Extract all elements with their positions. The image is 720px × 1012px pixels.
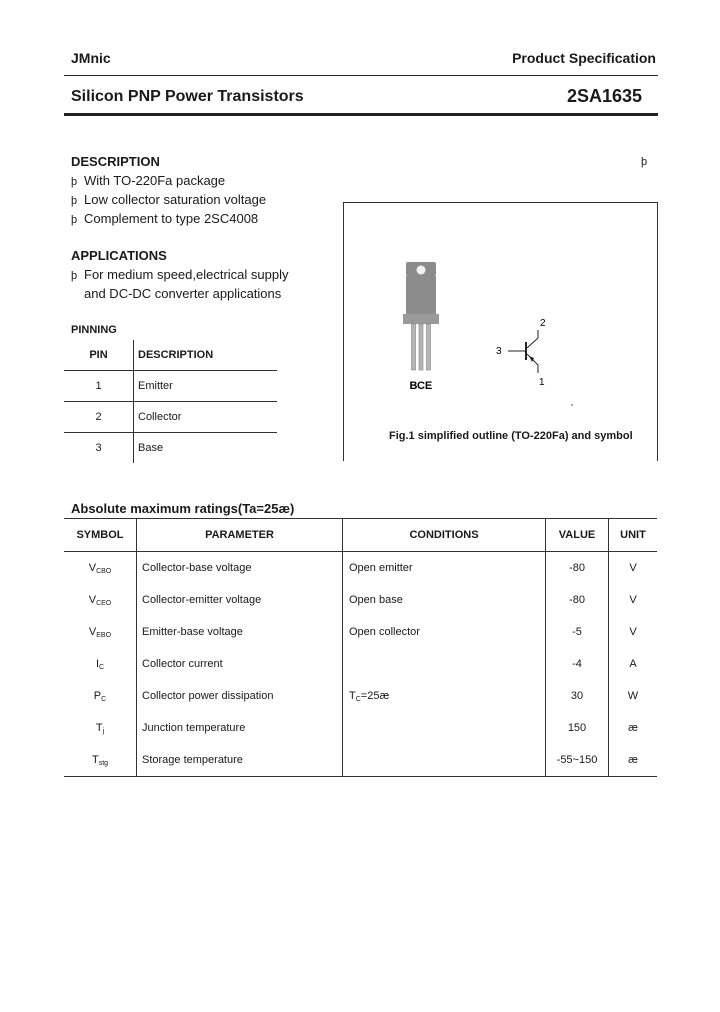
page-title: Silicon PNP Power Transistors [71, 88, 304, 105]
symbol-header: SYMBOL [64, 519, 137, 552]
document-type: Product Specification [512, 50, 656, 66]
to220-package-icon [403, 262, 439, 370]
table-row [64, 680, 657, 712]
figure-caption: Fig.1 simplified outline (TO-220Fa) and symbol [389, 430, 633, 442]
table-row [64, 433, 277, 464]
symbol-cell: $V_{CEO}$ [64, 584, 137, 616]
unit-cell: æ [609, 744, 658, 777]
lead-c [419, 324, 423, 370]
stray-dot [571, 404, 573, 406]
conditions-cell [343, 648, 546, 680]
value-cell: -4 [546, 648, 609, 680]
table-row [64, 616, 657, 648]
header-divider [64, 75, 658, 76]
lead-e [427, 324, 431, 370]
table-row [64, 712, 657, 744]
pin-number: 3 [64, 433, 134, 464]
corner-mark: þ [641, 156, 648, 168]
value-cell: -5 [546, 616, 609, 648]
brand-name: JMnic [71, 50, 111, 66]
parameter-cell: Collector-emitter voltage [137, 584, 343, 616]
symbol-pin-1: 1 [539, 377, 545, 388]
description-item: þ Complement to type 2SC4008 [71, 211, 259, 226]
unit-cell: V [629, 562, 637, 574]
symbol-cell: $T_j$ [64, 712, 137, 744]
table-row [64, 744, 657, 777]
ratings-header-row [64, 519, 657, 552]
ratings-heading: Absolute maximum ratings(Ta=25æ) [71, 501, 295, 516]
value-header: VALUE [546, 519, 609, 552]
unit-cell: A [629, 658, 637, 670]
parameter-cell: Collector power dissipation [137, 680, 343, 712]
pin-number: 1 [64, 371, 134, 402]
value-cell: -80 [546, 552, 609, 585]
part-number: 2SA1635 [566, 86, 642, 106]
table-row [64, 584, 657, 616]
conditions-header: CONDITIONS [343, 519, 546, 552]
symbol-cell: $I_C$ [64, 648, 137, 680]
unit-header: UNIT [609, 519, 658, 552]
conditions-cell [343, 744, 546, 777]
unit-cell: W [627, 690, 639, 702]
pin-description: Collector [134, 402, 278, 433]
table-row [64, 648, 657, 680]
table-row [64, 371, 277, 402]
parameter-cell: Storage temperature [137, 744, 343, 777]
description-header: DESCRIPTION [134, 340, 278, 371]
pnp-transistor-symbol-icon [508, 330, 538, 373]
parameter-header: PARAMETER [137, 519, 343, 552]
pin-description: Base [138, 442, 164, 454]
pin-label-e: E [424, 380, 433, 392]
pin-label-c: C [417, 380, 425, 392]
parameter-cell: Junction temperature [137, 712, 343, 744]
pin-description: Emitter [134, 371, 278, 402]
emitter-arrow-icon [529, 356, 534, 362]
parameter-cell: Collector-base voltage [137, 552, 343, 585]
bullet-mark: þ [71, 195, 78, 207]
value-cell: -55~150 [546, 744, 609, 777]
symbol-cell: $V_{EBO}$ [64, 616, 137, 648]
pin-header: PIN [64, 340, 134, 371]
table-row [64, 552, 657, 585]
application-item-continued: and DC-DC converter applications [84, 286, 282, 301]
unit-cell: V [629, 626, 637, 638]
lead-b [412, 324, 416, 370]
pinning-table [64, 340, 277, 463]
unit-cell: æ [628, 722, 638, 734]
pin-label-b: B [409, 380, 418, 392]
conditions-cell [343, 712, 546, 744]
applications-heading: APPLICATIONS [71, 248, 167, 263]
package-base [403, 314, 439, 324]
pinning-heading: PINNING [71, 324, 117, 336]
application-item: þ For medium speed,electrical supply [71, 267, 289, 282]
pinning-header-row [64, 340, 277, 371]
conditions-cell: Open base [343, 584, 546, 616]
conditions-cell: Open collector [343, 616, 546, 648]
symbol-cell: $V_{CBO}$ [64, 552, 137, 585]
value-cell: 150 [546, 712, 609, 744]
ratings-table [64, 518, 657, 777]
parameter-cell: Collector current [137, 648, 343, 680]
title-divider [64, 113, 658, 116]
description-item: þ Low collector saturation voltage [71, 192, 267, 207]
bullet-mark: þ [71, 214, 78, 226]
value-cell: -80 [546, 584, 609, 616]
mounting-hole [417, 266, 426, 275]
unit-cell: V [629, 594, 637, 606]
symbol-pin-3: 3 [496, 346, 502, 357]
symbol-pin-2: 2 [540, 318, 546, 329]
description-heading: DESCRIPTION [71, 154, 160, 169]
conditions-cell: Open emitter [343, 552, 546, 585]
bullet-mark: þ [71, 176, 78, 188]
bullet-mark: þ [71, 270, 78, 282]
pin-number: 2 [64, 402, 134, 433]
symbol-cell: $T_{stg}$ [64, 744, 137, 777]
conditions-cell: $T_C=25æ$ [343, 680, 546, 712]
package-figure [343, 202, 656, 460]
table-row [64, 402, 277, 433]
symbol-cell: $P_C$ [64, 680, 137, 712]
parameter-cell: Emitter-base voltage [137, 616, 343, 648]
description-item: þ With TO-220Fa package [71, 173, 226, 188]
value-cell: 30 [546, 680, 609, 712]
